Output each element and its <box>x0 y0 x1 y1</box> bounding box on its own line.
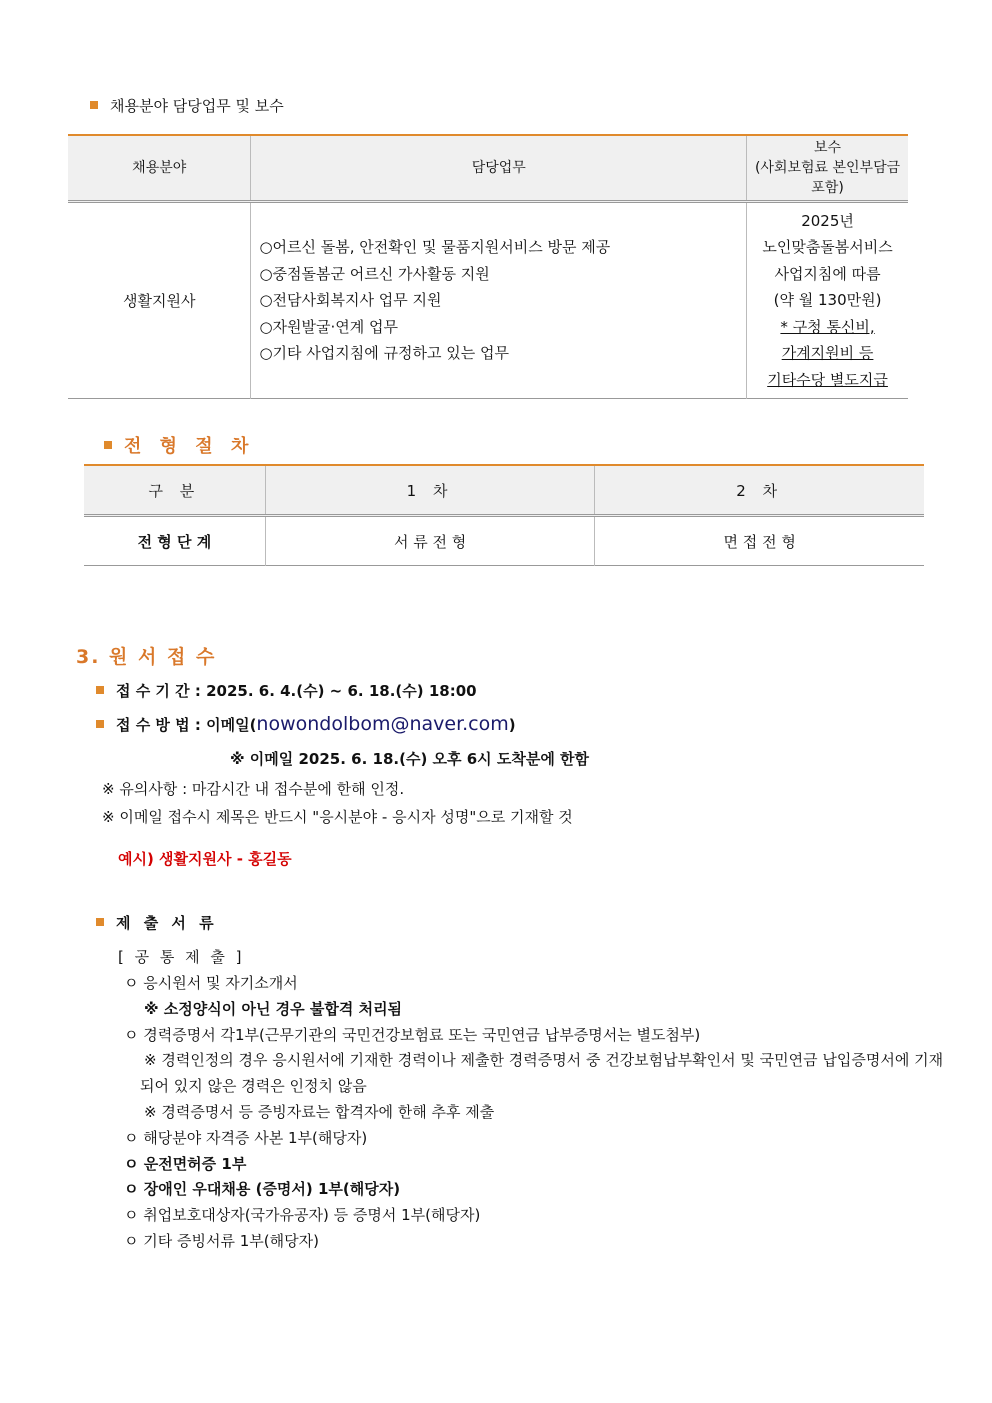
document-item: ※ 경력인정의 경우 응시원서에 기재한 경력이나 제출한 경력증명서 중 건강보험납부확인서 및 국민연금 납입증명서에 기재 <box>144 1051 944 1070</box>
table-header-row: 구 분 1 차 2 차 <box>84 465 924 516</box>
document-item: ㅇ 취업보호대상자(국가유공자) 등 증명서 1부(해당자) <box>124 1206 481 1225</box>
document-item: ※ 소정양식이 아닌 경우 불합격 처리됨 <box>144 999 403 1018</box>
document-item: ㅇ 기타 증빙서류 1부(해당자) <box>124 1232 319 1250</box>
square-bullet-icon <box>96 720 104 728</box>
application-method: 접 수 방 법 : 이메일(nowondolbom@naver.com) <box>96 713 516 735</box>
header-duties: 담당업무 <box>251 135 747 202</box>
document-item: ㅇ 장애인 우대채용 (증명서) 1부(해당자) <box>124 1180 401 1199</box>
job-duties-table <box>68 134 908 399</box>
note-caution: ※ 유의사항 : 마감시간 내 접수분에 한해 인정. <box>102 780 405 798</box>
section-title-application: 3. 원 서 접 수 <box>76 646 217 668</box>
section-title-documents: 제 출 서 류 <box>96 912 218 933</box>
square-bullet-icon <box>90 101 98 109</box>
pay-cell: 2025년 노인맞춤돌봄서비스 사업지침에 따름 (약 월 130만원) * 구청 통신비, 가계지원비 등 기타수당 별도지급 <box>747 202 908 399</box>
square-bullet-icon <box>96 686 104 694</box>
table-row: 전 형 단 계 서 류 전 형 면 접 전 형 <box>84 516 924 566</box>
document-item: 되어 있지 않은 경력은 인정치 않음 <box>140 1077 367 1096</box>
header-pay: 보수 (사회보험료 본인부담금 포함) <box>747 135 908 202</box>
table-header-row <box>68 135 908 202</box>
square-bullet-icon <box>104 441 112 449</box>
section-title-job: 채용분야 담당업무 및 보수 <box>90 95 284 116</box>
duties-cell: ○어르신 돌봄, 안전확인 및 물품지원서비스 방문 제공 ○중점돌봄군 어르신 가사활동 지원 ○전담사회복지사 업무 지원 ○자원발굴·연계 업무 ○기타 사업지침에 규정하고 있는 업무 <box>251 202 747 399</box>
selection-process-table <box>84 464 924 566</box>
header-field: 채용분야 <box>132 160 187 176</box>
table-row <box>68 202 908 399</box>
note-email-subject: ※ 이메일 접수시 제목은 반드시 "응시분야 - 응시자 성명"으로 기재할 것 <box>102 808 573 826</box>
email-link[interactable]: nowondolbom@naver.com <box>256 713 509 735</box>
document-item: ㅇ 해당분야 자격증 사본 1부(해당자) <box>124 1128 368 1147</box>
document-item: ㅇ 경력증명서 각1부(근무기관의 국민건강보험료 또는 국민연금 납부증명서는 별도첨부) <box>124 1025 701 1044</box>
document-item: ㅇ 응시원서 및 자기소개서 <box>124 974 298 992</box>
deadline-note: ※ 이메일 2025. 6. 18.(수) 오후 6시 도착분에 한함 <box>230 750 590 768</box>
field-cell: 생활지원사 <box>123 292 196 310</box>
document-item: ㅇ 운전면허증 1부 <box>124 1154 247 1173</box>
application-period: 접 수 기 간 : 2025. 6. 4.(수) ~ 6. 18.(수) 18:00 <box>96 680 477 701</box>
example-text: 예시) 생활지원사 - 홍길동 <box>118 850 292 868</box>
square-bullet-icon <box>96 918 104 926</box>
document-item: ※ 경력증명서 등 증빙자료는 합격자에 한해 추후 제출 <box>144 1103 495 1121</box>
common-submission-heading: [ 공 통 제 출 ] <box>118 948 245 966</box>
section-title-process: 전 형 절 차 <box>104 432 254 458</box>
